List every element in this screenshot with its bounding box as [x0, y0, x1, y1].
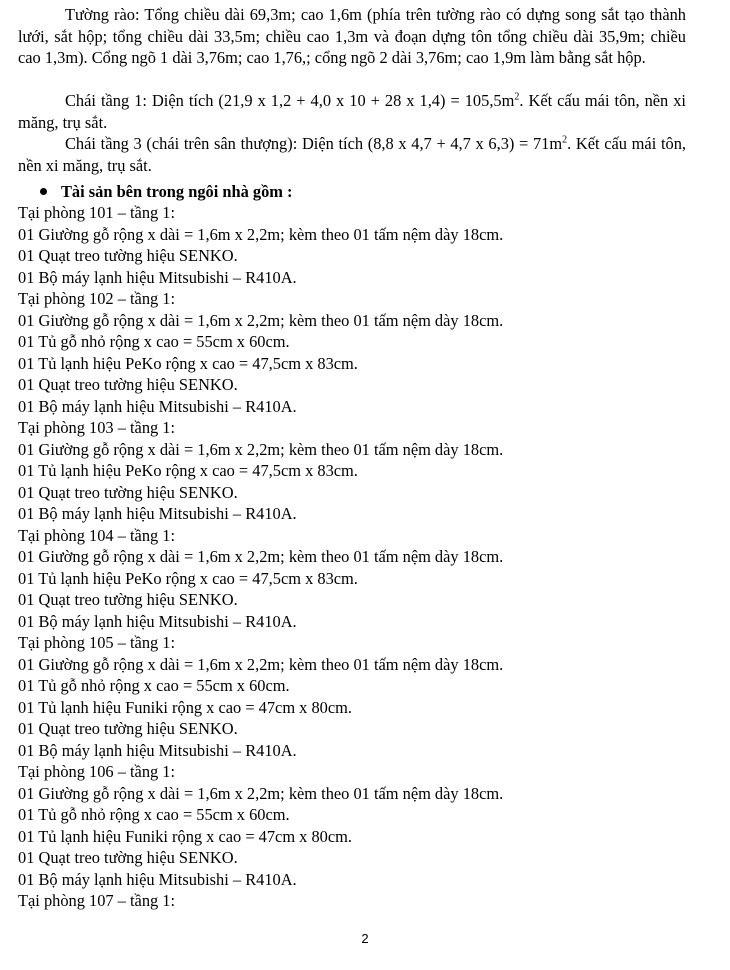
list-item: Tại phòng 101 – tầng 1: [18, 203, 176, 222]
list-item: 01 Tủ lạnh hiệu PeKo rộng x cao = 47,5cm x 83cm. [18, 568, 358, 588]
list-item: 01 Quạt treo tường hiệu SENKO. [18, 719, 238, 738]
list-item: 01 Quạt treo tường hiệu SENKO. [18, 590, 238, 609]
list-item: 01 Quạt treo tường hiệu SENKO. [18, 482, 238, 502]
list-item: 01 Tủ gỗ nhỏ rộng x cao = 55cm x 60cm. [18, 676, 290, 695]
bullet-heading-text: Tài sản bên trong ngôi nhà gồm : [61, 182, 293, 201]
list-item: 01 Quạt treo tường hiệu SENKO. [18, 375, 238, 394]
paragraph-floor1-text: Chái tầng 1: Diện tích (21,9 x 1,2 + 4,0 x 10 + 28 x 1,4) = 105,5m [65, 91, 515, 110]
list-item: 01 Bộ máy lạnh hiệu Mitsubishi – R410A. [18, 396, 297, 416]
list-item: Tại phòng 102 – tầng 1: [18, 289, 176, 308]
paragraph-floor1-tail: . Kết cấu mái tôn, nền xi măng, trụ sắt. [18, 91, 686, 132]
paragraph-floor3-annex [18, 133, 686, 176]
paragraph-floor3-tail: . Kết cấu mái tôn, nền xi măng, trụ sắt. [18, 134, 686, 175]
list-item: 01 Quạt treo tường hiệu SENKO. [18, 848, 238, 867]
list-item: 01 Tủ lạnh hiệu PeKo rộng x cao = 47,5cm x 83cm. [18, 461, 358, 480]
list-item: 01 Bộ máy lạnh hiệu Mitsubishi – R410A. [18, 611, 297, 631]
list-item: 01 Giường gỗ rộng x dài = 1,6m x 2,2m; kèm theo 01 tấm nệm dày 18cm. [18, 310, 504, 330]
list-item: Tại phòng 104 – tầng 1: [18, 525, 176, 545]
list-item: 01 Bộ máy lạnh hiệu Mitsubishi – R410A. [18, 869, 297, 889]
bullet-heading [40, 181, 293, 203]
list-item: 01 Quạt treo tường hiệu SENKO. [18, 246, 238, 265]
bullet-dot-icon [40, 188, 47, 195]
asset-list [18, 202, 708, 912]
paragraph-fence [18, 4, 686, 69]
paragraph-fence-text: Tường rào: Tổng chiều dài 69,3m; cao 1,6m (phía trên tường rào có dựng song sắt tạo thành lưới, sắt hộp; tổng chiều dài 33,5m; chiều cao 1,3m và đoạn dựng tôn tổng chiều dài 35,9m; chiều cao 1,3m). Cổng ngõ 1 dài 3,76m; cao 1,76,; cổng ngõ 2 dài 3,76m; cao 1,9m làm bằng sắt hộp. [18, 5, 686, 67]
superscript-2: 2 [514, 91, 520, 103]
page-number: 2 [361, 931, 369, 946]
list-item: 01 Bộ máy lạnh hiệu Mitsubishi – R410A. [18, 504, 297, 523]
list-item: Tại phòng 106 – tầng 1: [18, 762, 176, 781]
list-item: 01 Bộ máy lạnh hiệu Mitsubishi – R410A. [18, 740, 297, 760]
paragraph-floor3-text: Chái tầng 3 (chái trên sân thượng): Diện tích (8,8 x 4,7 + 4,7 x 6,3) = 71m [65, 134, 563, 153]
list-item: 01 Tủ lạnh hiệu Funiki rộng x cao = 47cm x 80cm. [18, 697, 352, 717]
paragraph-floor1-annex [18, 90, 686, 133]
list-item: 01 Giường gỗ rộng x dài = 1,6m x 2,2m; kèm theo 01 tấm nệm dày 18cm. [18, 783, 504, 803]
list-item: 01 Giường gỗ rộng x dài = 1,6m x 2,2m; kèm theo 01 tấm nệm dày 18cm. [18, 224, 504, 244]
list-item: Tại phòng 107 – tầng 1: [18, 891, 176, 910]
list-item: 01 Giường gỗ rộng x dài = 1,6m x 2,2m; kèm theo 01 tấm nệm dày 18cm. [18, 654, 504, 674]
list-item: 01 Tủ lạnh hiệu Funiki rộng x cao = 47cm x 80cm. [18, 826, 352, 846]
list-item: Tại phòng 105 – tầng 1: [18, 633, 176, 652]
list-item: 01 Bộ máy lạnh hiệu Mitsubishi – R410A. [18, 267, 297, 287]
list-item: 01 Giường gỗ rộng x dài = 1,6m x 2,2m; kèm theo 01 tấm nệm dày 18cm. [18, 547, 504, 566]
list-item: 01 Giường gỗ rộng x dài = 1,6m x 2,2m; kèm theo 01 tấm nệm dày 18cm. [18, 439, 504, 459]
list-item: 01 Tủ gỗ nhỏ rộng x cao = 55cm x 60cm. [18, 332, 290, 351]
list-item: 01 Tủ lạnh hiệu PeKo rộng x cao = 47,5cm x 83cm. [18, 353, 358, 373]
list-item: 01 Tủ gỗ nhỏ rộng x cao = 55cm x 60cm. [18, 805, 290, 824]
list-item: Tại phòng 103 – tầng 1: [18, 418, 176, 437]
superscript-2: 2 [562, 134, 568, 146]
